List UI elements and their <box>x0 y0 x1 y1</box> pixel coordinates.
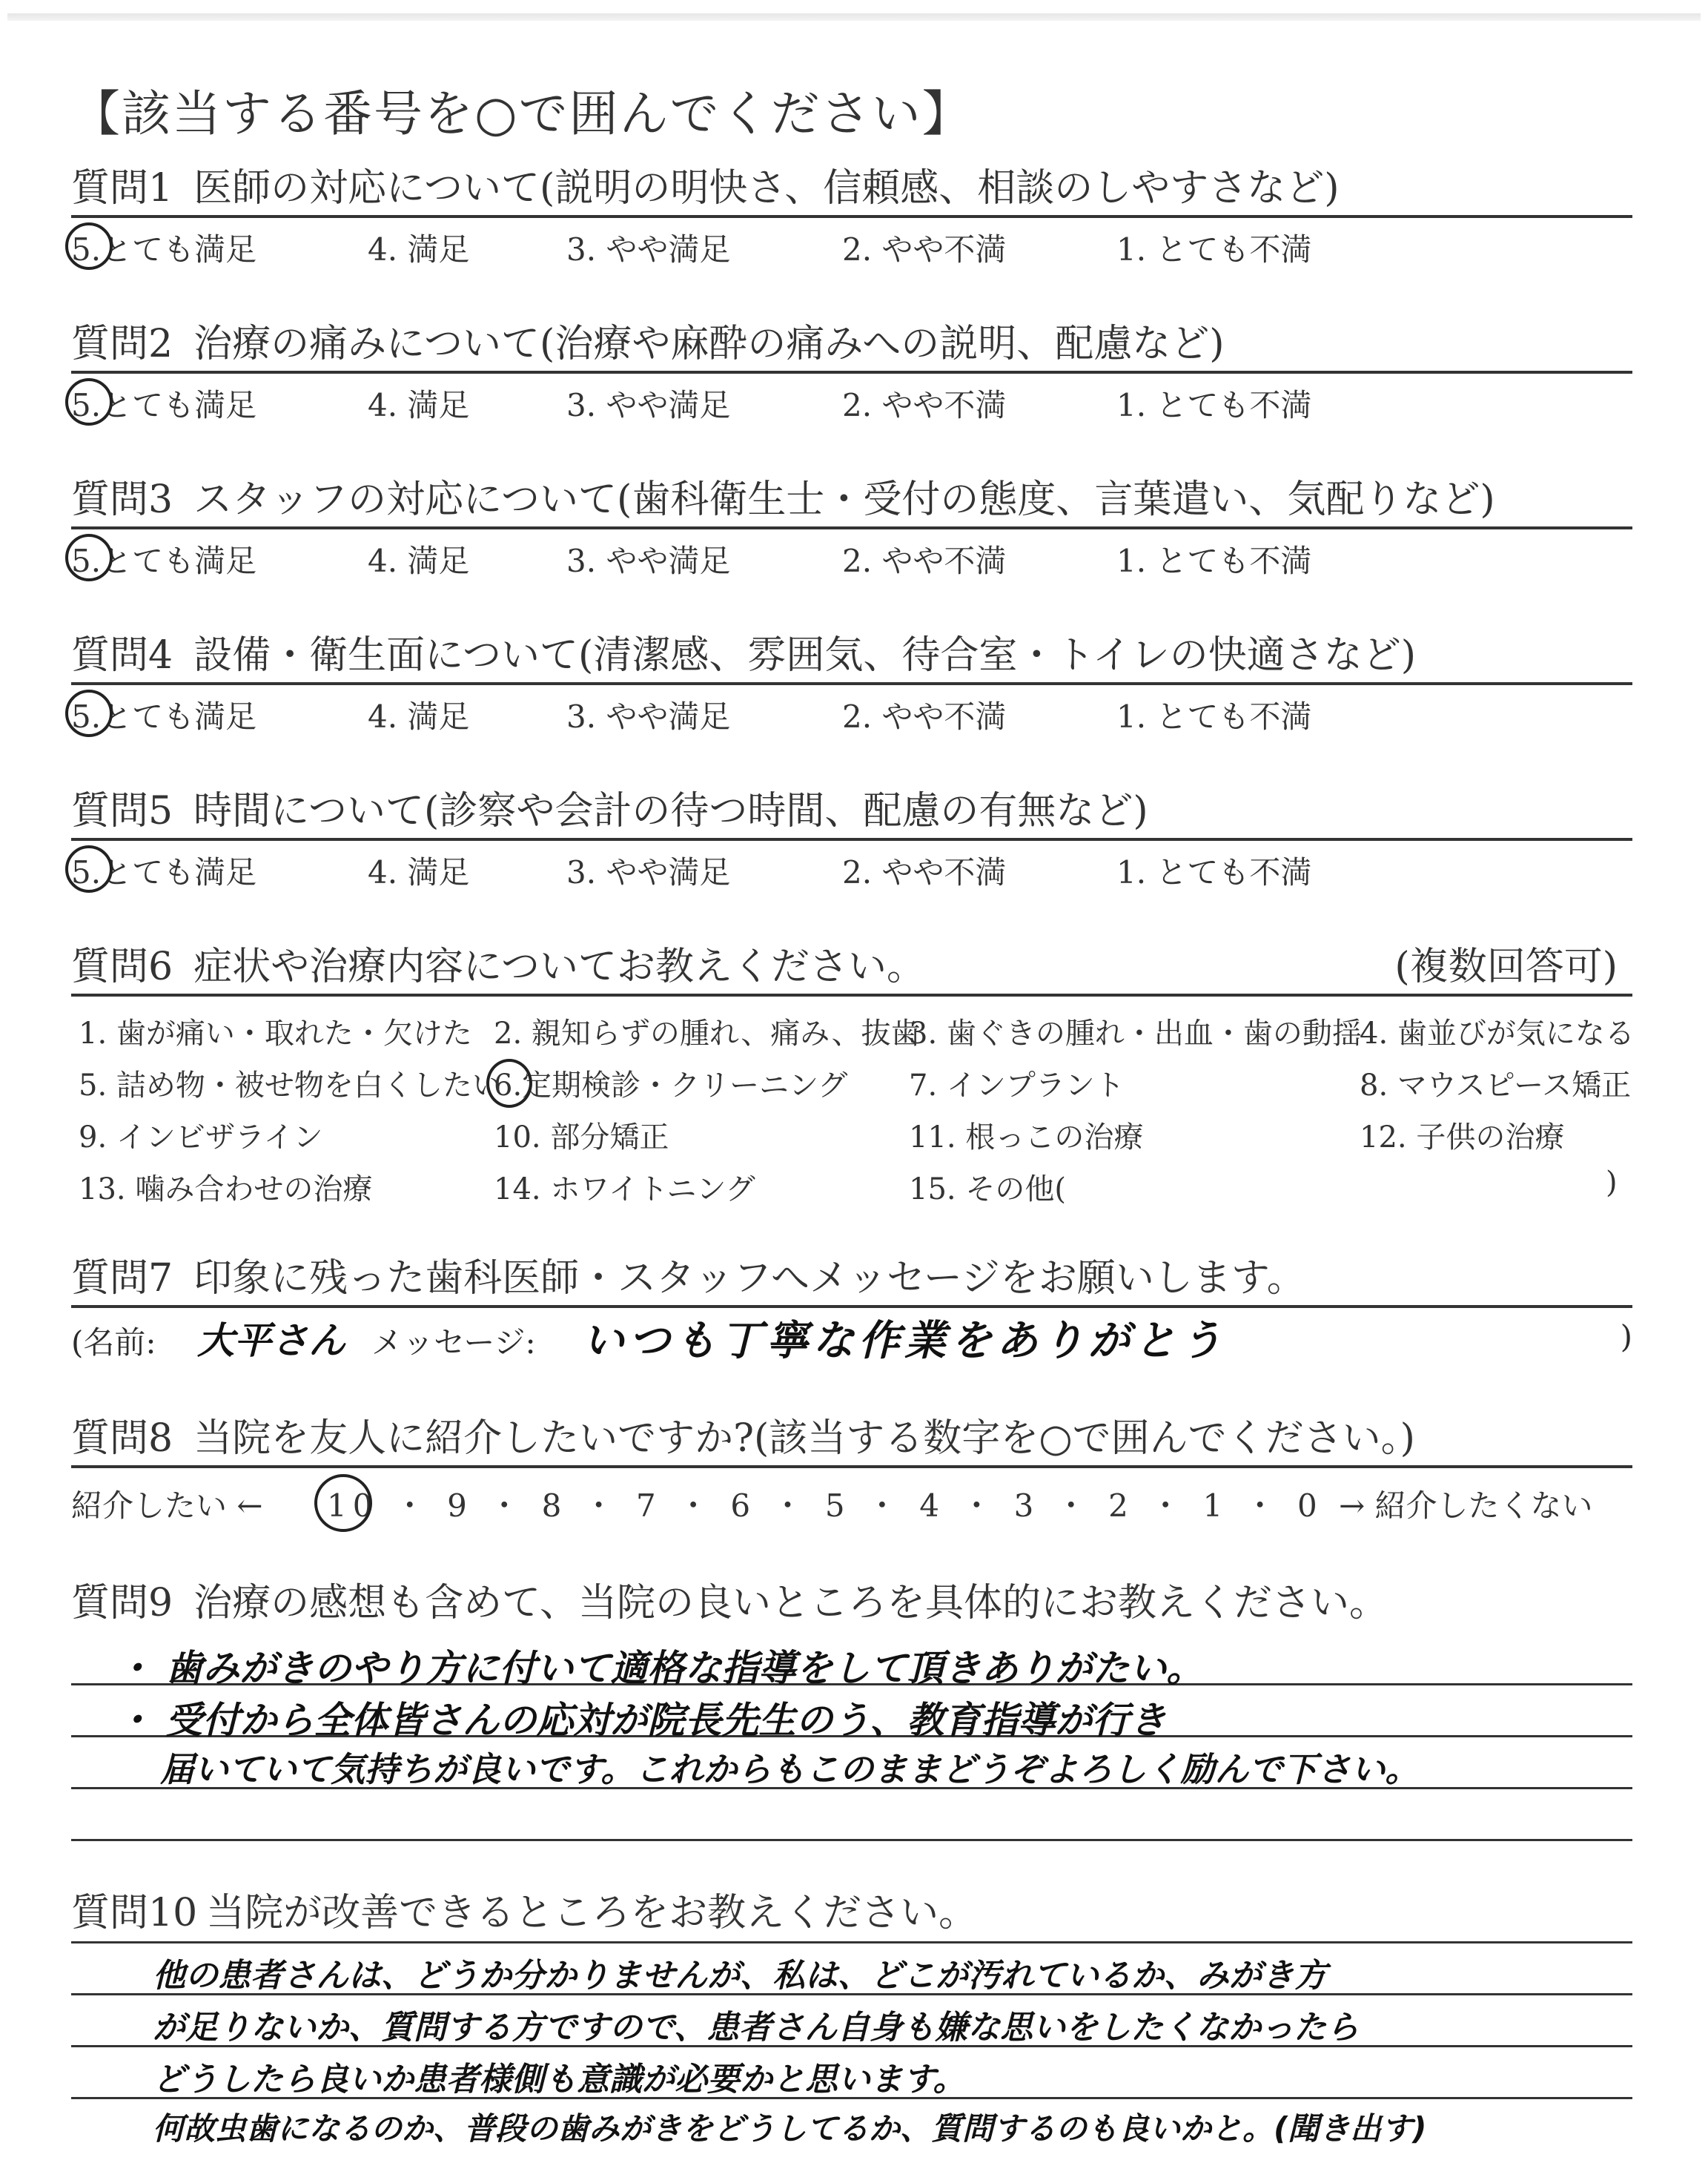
question-4-header <box>71 632 1632 679</box>
question-5-text: 時間について(診察や会計の待つ時間、配慮の有無など) <box>193 789 1148 833</box>
question-1 <box>71 165 1632 270</box>
question-8-number: 質問8 <box>71 1416 173 1461</box>
q6-option-4[interactable]: 4. 歯並びが気になる <box>1360 1017 1635 1051</box>
question-2-number: 質問2 <box>71 322 173 366</box>
selection-circle <box>65 222 113 270</box>
option-1[interactable]: 1. とても不満 <box>1116 387 1312 423</box>
question-9 <box>71 1579 1632 1864</box>
q6-option-1[interactable]: 1. 歯が痛い・取れた・欠けた <box>79 1017 472 1051</box>
option-5[interactable]: 5.とても満足 <box>71 854 257 891</box>
question-4-number: 質問4 <box>71 633 173 678</box>
option-4[interactable]: 4. 満足 <box>368 854 470 891</box>
option-3[interactable]: 3. やや満足 <box>566 854 731 891</box>
question-3-options <box>71 529 1632 581</box>
question-5 <box>71 787 1632 893</box>
question-1-options <box>71 218 1632 270</box>
option-3[interactable]: 3. やや満足 <box>566 698 731 735</box>
option-4[interactable]: 4. 満足 <box>368 387 470 423</box>
scan-edge <box>7 13 1701 21</box>
question-4-options <box>71 685 1632 737</box>
option-1[interactable]: 1. とても不満 <box>1116 854 1312 891</box>
option-5[interactable]: 5.とても満足 <box>71 543 257 579</box>
question-6 <box>71 943 1635 1219</box>
option-3[interactable]: 3. やや満足 <box>566 387 731 423</box>
selection-circle <box>65 534 113 581</box>
q6-option-8[interactable]: 8. マウスピース矯正 <box>1360 1069 1632 1103</box>
question-2-text: 治療の痛みについて(治療や麻酔の痛みへの説明、配慮など) <box>193 322 1225 366</box>
q6-option-11[interactable]: 11. 根っこの治療 <box>909 1120 1144 1155</box>
answer-line-2[interactable]: ・ 受付から全体皆さんの応対が院長先生のう、教育指導が行き <box>116 1699 1167 1742</box>
selection-circle <box>65 690 113 737</box>
q6-option-2[interactable]: 2. 親知らずの腫れ、痛み、抜歯 <box>494 1017 921 1051</box>
selection-circle <box>314 1474 372 1532</box>
question-5-number: 質問5 <box>71 789 173 833</box>
selection-circle <box>65 845 113 893</box>
q6-option-5[interactable]: 5. 詰め物・被せ物を白くしたい <box>79 1069 502 1103</box>
option-2[interactable]: 2. やや不満 <box>842 543 1007 579</box>
question-1-header <box>71 165 1632 212</box>
answer-line-1[interactable]: ・ 歯みがきのやり方に付いて適格な指導をして頂きありがたい。 <box>116 1647 1204 1690</box>
ruled-line <box>71 1941 1632 1943</box>
question-2-header <box>71 320 1632 368</box>
question-2-options <box>71 374 1632 426</box>
question-8-header <box>71 1415 1632 1462</box>
option-2[interactable]: 2. やや不満 <box>842 231 1007 268</box>
scale-left-label: 紹介したい ← <box>71 1487 263 1524</box>
question-7-number: 質問7 <box>71 1256 173 1301</box>
question-6-text: 症状や治療内容についてお教えください。 <box>193 945 926 989</box>
question-4 <box>71 632 1632 737</box>
question-3 <box>71 476 1632 581</box>
q6-option-9[interactable]: 9. インビザライン <box>79 1120 323 1155</box>
scale-right-label: → 紹介したくない <box>1339 1487 1593 1524</box>
message-row <box>71 1308 1632 1367</box>
question-6-number: 質問6 <box>71 945 173 989</box>
selection-circle <box>486 1059 532 1108</box>
question-6-header <box>71 943 1632 991</box>
question-4-text: 設備・衛生面について(清潔感、雰囲気、待合室・トイレの快適さなど) <box>193 633 1417 678</box>
name-label: (名前: <box>71 1324 156 1361</box>
answer-line-2[interactable]: が足りないか、質問する方ですので、患者さん自身も嫌な思いをしたくなかったら <box>153 2009 1360 2047</box>
ruled-line <box>71 1839 1632 1841</box>
option-5[interactable]: 5.とても満足 <box>71 231 257 268</box>
message-close: ) <box>1620 1318 1632 1355</box>
question-7-text: 印象に残った歯科医師・スタッフへメッセージをお願いします。 <box>193 1256 1305 1301</box>
question-10-header <box>71 1889 1632 1937</box>
question-5-header <box>71 787 1632 835</box>
question-9-number: 質問9 <box>71 1581 173 1625</box>
question-8 <box>71 1415 1632 1535</box>
question-3-header <box>71 476 1632 524</box>
answer-line-3[interactable]: どうしたら良いか患者様側も意識が必要かと思います。 <box>153 2061 966 2098</box>
question-1-text: 医師の対応について(説明の明快さ、信頼感、相談のしやすさなど) <box>193 166 1340 211</box>
q6-option-6[interactable]: 6.定期検診・クリーニング <box>494 1069 848 1103</box>
option-4[interactable]: 4. 満足 <box>368 698 470 735</box>
option-4[interactable]: 4. 満足 <box>368 231 470 268</box>
page-title: 【該当する番号を○で囲んでください】 <box>71 85 973 142</box>
option-2[interactable]: 2. やや不満 <box>842 698 1007 735</box>
answer-lines <box>71 1937 1632 2159</box>
question-1-number: 質問1 <box>71 166 173 211</box>
question-9-text: 治療の感想も含めて、当院の良いところを具体的にお教えください。 <box>193 1581 1388 1625</box>
option-5[interactable]: 5.とても満足 <box>71 387 257 423</box>
q6-other-close: ) <box>1606 1166 1618 1200</box>
q6-option-7[interactable]: 7. インプラント <box>909 1069 1125 1103</box>
question-3-text: スタッフの対応について(歯科衛生士・受付の態度、言葉遣い、気配りなど) <box>193 478 1495 522</box>
answer-line-3[interactable]: 届いていて気持ちが良いです。これからもこのままどうぞよろしく励んで下さい。 <box>160 1749 1420 1789</box>
q6-option-3[interactable]: 3. 歯ぐきの腫れ・出血・歯の動揺 <box>909 1017 1362 1051</box>
multiple-answers-note: (複数回答可) <box>1394 945 1618 989</box>
message-value[interactable]: いつも丁寧な作業をありがとう <box>583 1317 1226 1365</box>
option-1[interactable]: 1. とても不満 <box>1116 231 1312 268</box>
question-10 <box>71 1889 1632 2159</box>
q6-option-13[interactable]: 13. 噛み合わせの治療 <box>79 1172 373 1206</box>
question-6-options <box>71 997 1635 1219</box>
option-5[interactable]: 5.とても満足 <box>71 698 257 735</box>
name-value[interactable]: 大平さん <box>197 1319 345 1362</box>
option-2[interactable]: 2. やや不満 <box>842 854 1007 891</box>
question-2 <box>71 320 1632 426</box>
question-10-number: 質問10 <box>71 1891 198 1935</box>
question-9-header <box>71 1579 1632 1627</box>
option-3[interactable]: 3. やや満足 <box>566 231 731 268</box>
question-7-header <box>71 1255 1632 1302</box>
scale-values[interactable]: 10 ・ 9 ・ 8 ・ 7 ・ 6 ・ 5 ・ 4 ・ 3 ・ 2 ・ 1 ・ 0 <box>327 1487 1323 1524</box>
question-10-text: 当院が改善できるところをお教えください。 <box>206 1891 978 1935</box>
option-2[interactable]: 2. やや不満 <box>842 387 1007 423</box>
q6-option-12[interactable]: 12. 子供の治療 <box>1360 1120 1565 1155</box>
question-8-text: 当院を友人に紹介したいですか?(該当する数字を○で囲んでください。) <box>193 1416 1415 1461</box>
answer-line-4[interactable]: 何故虫歯になるのか、普段の歯みがきをどうしてるか、質問するのも良いかと。(聞き出す) <box>153 2110 1427 2147</box>
answer-line-1[interactable]: 他の患者さんは、どうか分かりませんが、私は、どこが汚れているか、みがき方 <box>153 1957 1327 1995</box>
message-label: メッセージ: <box>371 1324 536 1361</box>
answer-lines <box>71 1627 1632 1864</box>
option-1[interactable]: 1. とても不満 <box>1116 698 1312 735</box>
referral-scale <box>71 1468 1632 1535</box>
q6-option-14[interactable]: 14. ホワイトニング <box>494 1172 755 1206</box>
question-7 <box>71 1255 1632 1367</box>
q6-option-15[interactable]: 15. その他( <box>909 1172 1066 1206</box>
option-1[interactable]: 1. とても不満 <box>1116 543 1312 579</box>
q6-option-10[interactable]: 10. 部分矯正 <box>494 1120 669 1155</box>
question-5-options <box>71 841 1632 893</box>
question-3-number: 質問3 <box>71 478 173 522</box>
option-4[interactable]: 4. 満足 <box>368 543 470 579</box>
option-3[interactable]: 3. やや満足 <box>566 543 731 579</box>
selection-circle <box>65 378 113 426</box>
